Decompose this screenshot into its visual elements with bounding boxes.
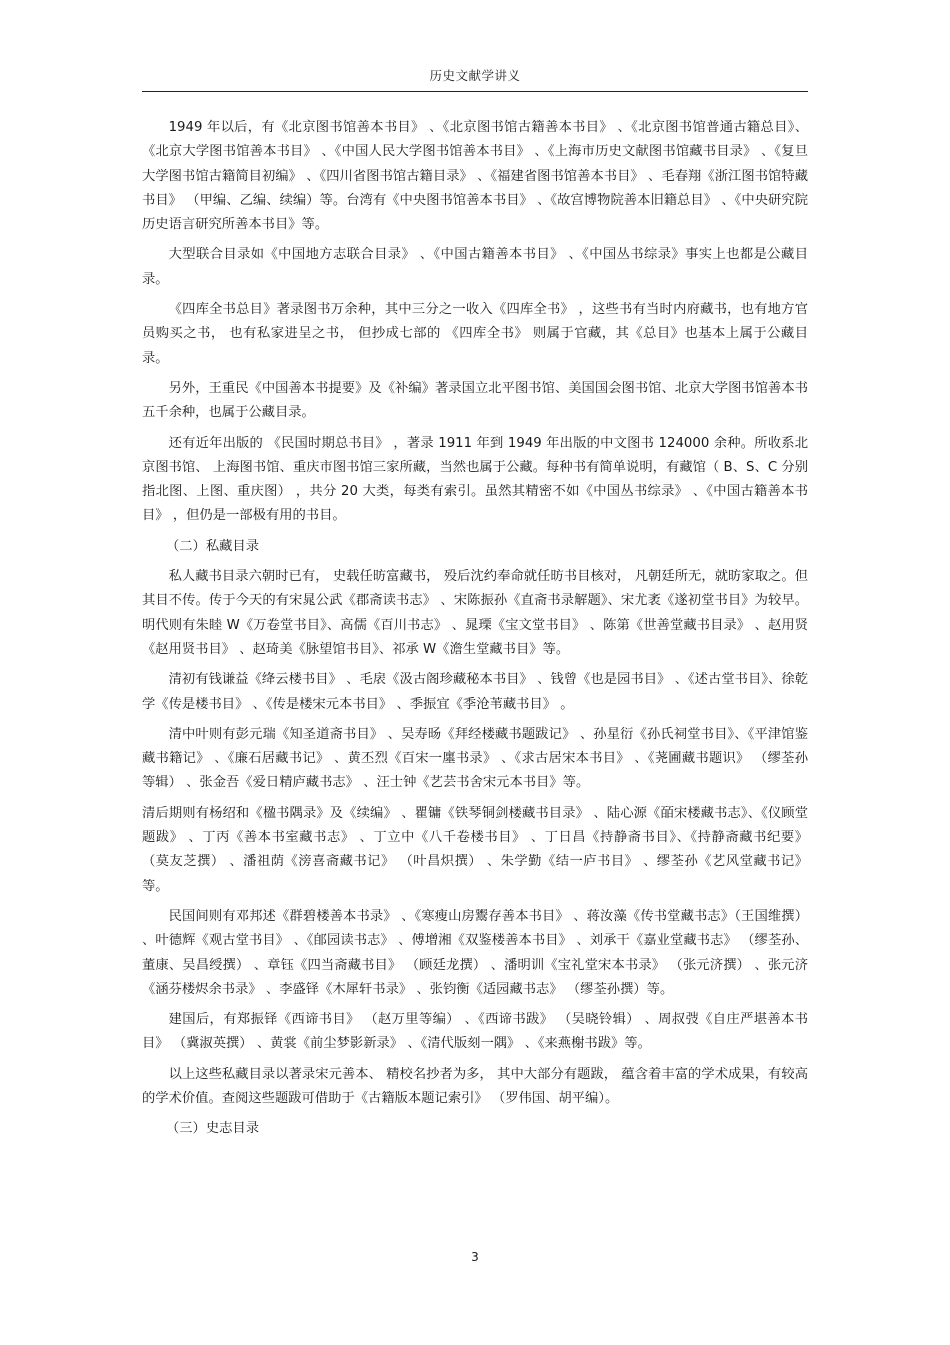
paragraph-private-post-1949: 建国后，有郑振铎《西谛书目》 （赵万里等编） 、《西谛书跋》 （吴晓铃辑） 、周叔弢《自庄严堪善本书目》 （冀淑英撰） 、黄裳《前尘梦影新录》 、《清代版刻一隅》 、《来燕榭书跋》等。: [142, 1012, 808, 1052]
paragraph-private-late-qing: 清后期则有杨绍和《楹书隅录》及《续编》 、瞿镛《铁琴铜剑楼藏书目录》 、陆心源《皕宋楼藏书志》、《仪顾堂题跋》 、丁丙《善本书室藏书志》 、丁立中《八千卷楼书目》 、丁日昌《持静斋书目》、《持静斋藏书纪要》 （莫友芝撰） 、潘祖荫《滂喜斋藏书记》 （叶昌炽撰） 、朱学勤《结一庐书目》 、缪荃孙《艺风堂藏书记》等。: [142, 805, 808, 894]
paragraph-1949-catalogs: 1949 年以后，有《北京图书馆善本书目》 、《北京图书馆古籍善本书目》 、《北京图书馆普通古籍总目》、《北京大学图书馆善本书目》 、《中国人民大学图书馆善本书目》 、《上海市历史文献图书馆藏书目录》 、《复旦大学图书馆古籍简目初编》 、《四川省图书馆古籍目录》 、《福建省图书馆善本书目》 、毛春翔《浙江图书馆特藏书目》 （甲编、乙编、续编）等。台湾有《中央图书馆善本书目》 、《故宫博物院善本旧籍总目》 、《中央研究院历史语言研究所善本书目》等。: [142, 120, 808, 233]
paragraph-private-early-qing: 清初有钱谦益《绛云楼书目》 、毛扆《汲古阁珍藏秘本书目》 、钱曾《也是园书目》 、《述古堂书目》、徐乾学《传是楼书目》 、《传是楼宋元本书目》 、季振宜《季沧苇藏书目》 。: [142, 672, 808, 712]
paragraph-minguo-zongshumu: 还有近年出版的 《民国时期总书目》 ，著录 1911 年到 1949 年出版的中文图书 124000 余种。所收系北京图书馆、 上海图书馆、重庆市图书馆三家所藏，当然也属于公藏。每种书有简单说明，有藏馆（ B、S、C 分别指北图、上图、重庆图） ，共分 20 大类，每类有索引。虽然其精密不如《中国丛书综录》 、《中国古籍善本书目》 ，但仍是一部极有用的书目。: [142, 435, 808, 524]
paragraph-private-minguo: 民国间则有邓邦述《群碧楼善本书录》 、《寒瘦山房鬻存善本书目》 、蒋汝藻《传书堂藏书志》（王国维撰） 、叶德辉《观古堂书目》 、《郋园读书志》 、傅增湘《双鉴楼善本书目》 、刘承干《嘉业堂藏书志》 （缪荃孙、董康、吴昌绶撰） 、章钰《四当斋藏书目》 （顾廷龙撰） 、潘明训《宝礼堂宋本书录》 （张元济撰） 、张元济《涵芬楼烬余书录》 、李盛铎《木犀轩书录》 、张钧衡《适园藏书志》 （缪荃孙撰）等。: [142, 908, 808, 997]
paragraph-union-catalogs: 大型联合目录如《中国地方志联合目录》 、《中国古籍善本书目》 、《中国丛书综录》事实上也都是公藏目录。: [142, 247, 808, 287]
page-header-title: 历史文献学讲义: [429, 68, 521, 83]
page-content: [142, 116, 808, 1148]
paragraph-siku-zongmu: 《四库全书总目》著录图书万余种，其中三分之一收入《四库全书》 ，这些书有当时内府藏书，也有地方官员购买之书， 也有私家进呈之书， 但抄成七部的 《四库全书》 则属于官藏，其《总目》也基本上属于公藏目录。: [142, 302, 808, 366]
page-number: 3: [471, 1250, 479, 1264]
paragraph-private-mid-qing: 清中叶则有彭元瑞《知圣道斋书目》 、吴寿旸《拜经楼藏书题跋记》 、孙星衍《孙氏祠堂书目》、《平津馆鉴藏书籍记》 、《廉石居藏书记》 、黄丕烈《百宋一廛书录》 、《求古居宋本书目》 、《荛圃藏书题识》 （缪荃孙等辑） 、张金吾《爱日精庐藏书志》 、汪士钟《艺芸书舍宋元本书目》等。: [142, 726, 808, 791]
paragraph-private-early: 私人藏书目录六朝时已有， 史载任昉富藏书， 殁后沈约奉命就任昉书目核对， 凡朝廷所无，就昉家取之。但其目不传。传于今天的有宋晁公武《郡斋读书志》 、宋陈振孙《直斋书录解题》、宋尤袤《遂初堂书目》为较早。明代则有朱睦 W《万卷堂书目》、高儒《百川书志》 、晁瑮《宝文堂书目》 、陈第《世善堂藏书目录》 、赵用贤《赵用贤书目》 、赵琦美《脉望馆书目》、祁承 W《澹生堂藏书目》等。: [142, 569, 808, 657]
header-rule: [142, 91, 808, 92]
section-heading-private-catalogs: （二）私藏目录: [165, 538, 260, 554]
paragraph-private-summary: 以上这些私藏目录以著录宋元善本、 精校名抄者为多， 其中大部分有题跋， 蕴含着丰富的学术成果，有较高的学术价值。查阅这些题跋可借助于《古籍版本题记索引》 （罗伟国、胡平编）。: [142, 1066, 808, 1106]
section-heading-historical-catalogs: （三）史志目录: [165, 1121, 260, 1137]
paragraph-wang-zhongmin: 另外，王重民《中国善本书提要》及《补编》著录国立北平图书馆、美国国会图书馆、北京大学图书馆善本书五千余种，也属于公藏目录。: [142, 380, 808, 421]
